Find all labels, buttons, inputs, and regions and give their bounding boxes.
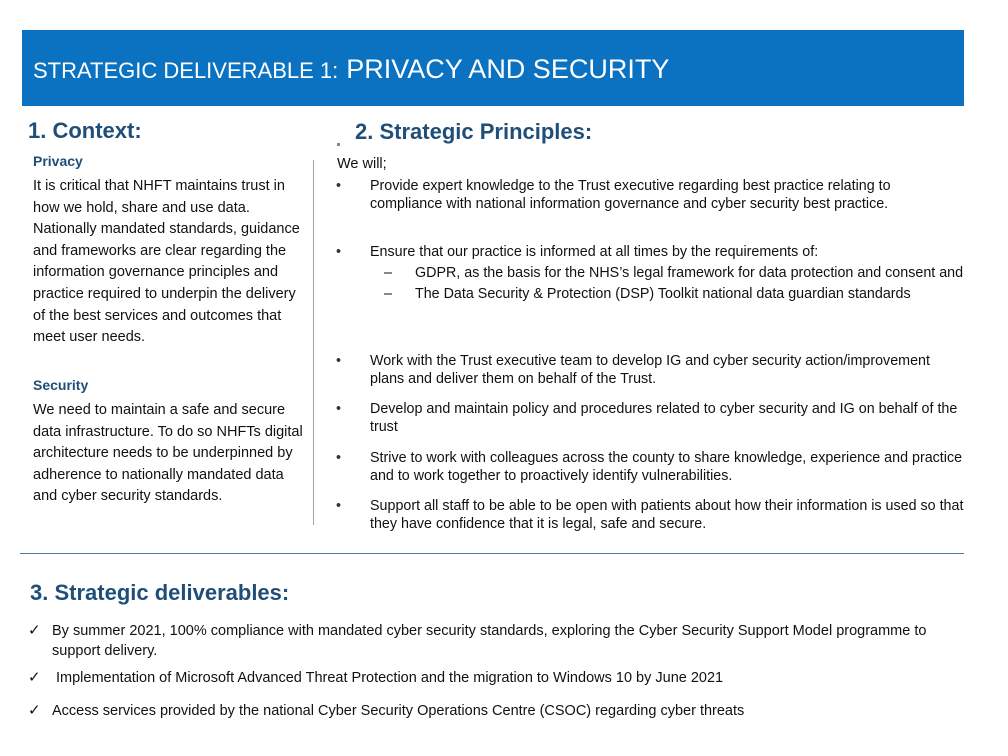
checkmark-icon: ✓ [28, 669, 41, 686]
security-text: We need to maintain a safe and secure data infrastructure. To do so NHFTs digital architecture needs to be underpinned by adherence to nationally mandated data and cyber security standards. [33, 402, 303, 505]
title-main: PRIVACY AND SECURITY [346, 54, 670, 84]
bullet-icon: • [336, 498, 342, 514]
page-title [33, 54, 669, 85]
principle-sublist [370, 265, 964, 303]
section-divider [20, 553, 964, 554]
principle-text: Work with the Trust executive team to develop IG and cyber security action/improvement plans and deliver them on behalf of the Trust. [370, 353, 930, 387]
column-divider [313, 160, 314, 525]
principle-text: Strive to work with colleagues across the county to share knowledge, experience and practice and to work together to proactively identify vulnerabilities. [370, 450, 963, 484]
principles-intro: We will; [337, 156, 387, 172]
principle-text: Develop and maintain policy and procedures related to cyber security and IG on behalf of the trust [370, 401, 958, 435]
bullet-icon: • [336, 178, 342, 194]
sublist-item [370, 286, 964, 304]
deliverable-text: Access services provided by the national Cyber Security Operations Centre (CSOC) regarding cyber threats [52, 703, 745, 719]
deliverable-text: Implementation of Microsoft Advanced Threat Protection and the migration to Windows 10 by June 2021 [56, 670, 724, 686]
bullet-icon: • [336, 244, 342, 260]
sublist-text: GDPR, as the basis for the NHS’s legal framework for data protection and consent and [415, 265, 964, 281]
sublist-text: The Data Security & Protection (DSP) Toolkit national data guardian standards [415, 285, 911, 302]
deliverable-text: By summer 2021, 100% compliance with mandated cyber security standards, exploring the Cyber Security Support Model programme to support delivery. [52, 623, 927, 659]
dash-icon: – [384, 285, 392, 302]
checkmark-icon: ✓ [28, 622, 41, 639]
checkmark-icon: ✓ [28, 702, 41, 719]
title-banner [22, 30, 964, 106]
security-heading: Security [33, 377, 89, 393]
sublist-item [370, 265, 964, 283]
bullet-icon: • [336, 401, 342, 417]
context-heading: 1. Context: [28, 118, 142, 143]
decorative-dot [337, 143, 340, 146]
dash-icon: – [384, 265, 392, 281]
bullet-icon: • [336, 353, 342, 369]
privacy-text: It is critical that NHFT maintains trust in how we hold, share and use data. Nationally mandated standards, guidance and frameworks are clear regarding the information governance principles and practice required to underpin the delivery of the best services and outcomes that meet user needs. [33, 178, 300, 346]
deliverables-heading: 3. Strategic deliverables: [30, 580, 290, 605]
privacy-heading: Privacy [33, 153, 83, 169]
principle-text: Support all staff to be able to be open with patients about how their information is used so that they have confidence that it is legal, safe and secure. [370, 498, 964, 532]
bullet-icon: • [336, 450, 342, 466]
principle-text: Ensure that our practice is informed at all times by the requirements of: [370, 244, 819, 260]
principles-heading: 2. Strategic Principles: [355, 119, 593, 144]
principle-text: Provide expert knowledge to the Trust executive regarding best practice relating to compliance with national information governance and cyber security best practice. [370, 178, 891, 212]
title-prefix: STRATEGIC DELIVERABLE 1: [33, 58, 339, 83]
